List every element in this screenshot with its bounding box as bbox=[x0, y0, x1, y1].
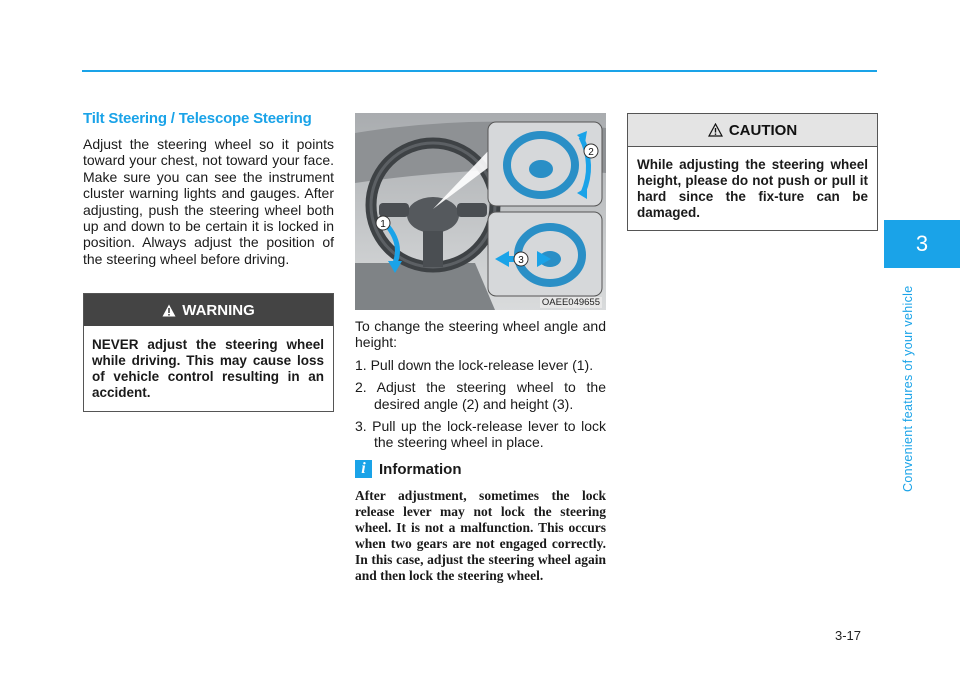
section-title: Tilt Steering / Telescope Steering bbox=[83, 110, 312, 127]
caution-box bbox=[627, 113, 878, 231]
information-title: Information bbox=[379, 460, 462, 478]
steering-figure bbox=[355, 113, 606, 310]
steering-illustration bbox=[355, 113, 606, 310]
instruction-step: 3. Pull up the lock-release lever to lock the steering wheel in place. bbox=[355, 418, 606, 451]
instruction-step: 2. Adjust the steering wheel to the desired angle (2) and height (3). bbox=[355, 379, 606, 412]
caution-body: While adjusting the steering wheel height, please do not push or pull it hard since the fix-ture can be damaged. bbox=[637, 157, 868, 220]
caution-triangle-icon bbox=[708, 123, 723, 137]
top-rule bbox=[82, 70, 877, 72]
instructions bbox=[355, 318, 606, 457]
warning-header bbox=[84, 294, 333, 326]
figure-callout-2: 2 bbox=[588, 147, 594, 158]
figure-code: OAEE049655 bbox=[541, 297, 600, 308]
warning-body: NEVER adjust the steering wheel while driving. This may cause loss of vehicle control resulting in an accident. bbox=[92, 337, 324, 400]
warning-box bbox=[83, 293, 334, 412]
chapter-number: 3 bbox=[915, 231, 929, 256]
figure-callout-3: 3 bbox=[518, 255, 524, 266]
instruction-step: 1. Pull down the lock-release lever (1). bbox=[355, 356, 594, 373]
chapter-caption bbox=[893, 270, 925, 500]
section-column bbox=[83, 110, 334, 267]
caution-header bbox=[628, 114, 877, 147]
page-number: 3-17 bbox=[835, 628, 862, 643]
instructions-intro: To change the steering wheel angle and height: bbox=[355, 318, 606, 351]
chapter-tab bbox=[884, 220, 960, 268]
warning-triangle-icon bbox=[162, 304, 176, 317]
caution-title: CAUTION bbox=[728, 121, 798, 139]
information-header bbox=[355, 460, 462, 478]
information-body: After adjustment, sometimes the lock release lever may not lock the steering wheel. It is not a malfunction. This occurs when two gears are not engaged correctly. In this case, adjust the steering wheel again and then lock the steering wheel. bbox=[355, 488, 606, 583]
warning-title: WARNING bbox=[182, 301, 255, 319]
information-icon: i bbox=[355, 460, 372, 478]
figure-callout-1: 1 bbox=[380, 219, 386, 230]
section-body: Adjust the steering wheel so it points toward your chest, not toward your face. Make sure you can see the instrument cluster warning lights and gauges. After adjusting, push the steering wheel both up and down to be certain it is locked in position. Always adjust the position of the steering wheel before driving. bbox=[83, 136, 334, 267]
instruction-steps bbox=[355, 357, 606, 451]
chapter-caption-text: Convenient features of your vehicle bbox=[901, 285, 915, 492]
